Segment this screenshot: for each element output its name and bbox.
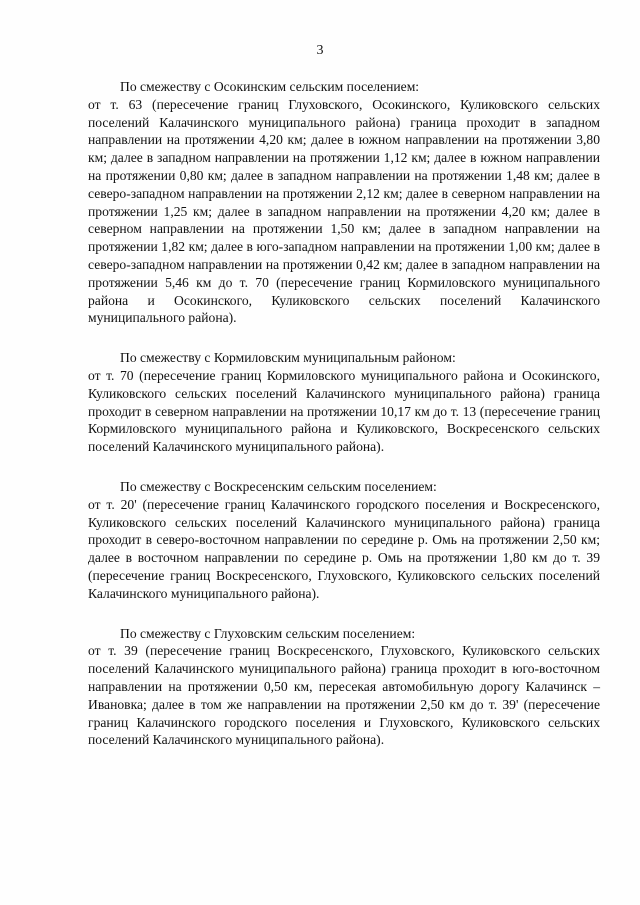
section-text: от т. 39 (пересечение границ Воскресенского, Глуховского, Куликовского сельских поселений Калачинского муниципального района) граница проходит в юго-восточном направлении на протяжении 0,50 км, пересекая автомобильную дорогу Калачинск – Ивановка; далее в том же направлении на протяжении 2,50 км до т. 39' (пересечение границ Калачинского городского поселения и Глуховского, Куликовского сельских поселений Калачинского муниципального района).	[88, 643, 600, 748]
section-heading: По смежеству с Глуховским сельским поселением:	[120, 625, 416, 641]
section-kormilovka	[88, 349, 600, 456]
section-voskresenskoe	[88, 478, 600, 603]
section-heading: По смежеству с Воскресенским сельским поселением:	[120, 478, 437, 494]
section-osokino	[88, 78, 600, 327]
page-number: 3	[316, 43, 324, 58]
section-glukhovo	[88, 625, 600, 750]
section-text: от т. 63 (пересечение границ Глуховского, Осокинского, Куликовского сельских поселений Калачинского муниципального района) граница проходит в западном направлении на протяжении 4,20 км; далее в южном направлении на протяжении 3,80 км; далее в западном направлении на протяжении 1,12 км; далее в южном направлении на протяжении 0,80 км; далее в западном направлении на протяжении 1,48 км; далее в северо-западном направлении на протяжении 2,12 км; далее в северном направлении на протяжении 1,25 км; далее в западном направлении на протяжении 4,20 км; далее в северном направлении на протяжении 1,50 км; далее в западном направлении на протяжении 1,82 км; далее в юго-западном направлении на протяжении 1,00 км; далее в северо-западном направлении на протяжении 0,42 км; далее в западном направлении на протяжении 5,46 км до т. 70 (пересечение границ Кормиловского муниципального района и Осокинского, Куликовского сельских поселений Калачинского муниципального района).	[88, 96, 600, 326]
section-heading: По смежеству с Осокинским сельским поселением:	[120, 79, 420, 94]
document-body	[88, 78, 600, 771]
section-text: от т. 20' (пересечение границ Калачинского городского поселения и Воскресенского, Куликовского сельских поселений Калачинского муниципального района) граница проходит в северо-восточном направлении по середине р. Омь на протяжении 2,50 км; далее в восточном направлении по середине р. Омь на протяжении 1,80 км до т. 39 (пересечение границ Воскресенского, Глуховского, Куликовского сельских поселений Калачинского муниципального района).	[88, 496, 600, 601]
section-heading: По смежеству с Кормиловским муниципальным районом:	[120, 350, 456, 366]
section-text: от т. 70 (пересечение границ Кормиловского муниципального района и Осокинского, Куликовского сельских поселений Калачинского муниципального района) граница проходит в северном направлении на протяжении 10,17 км до т. 13 (пересечение границ Кормиловского муниципального района и Куликовского, Воскресенского сельских поселений Калачинского муниципального района).	[88, 367, 600, 455]
